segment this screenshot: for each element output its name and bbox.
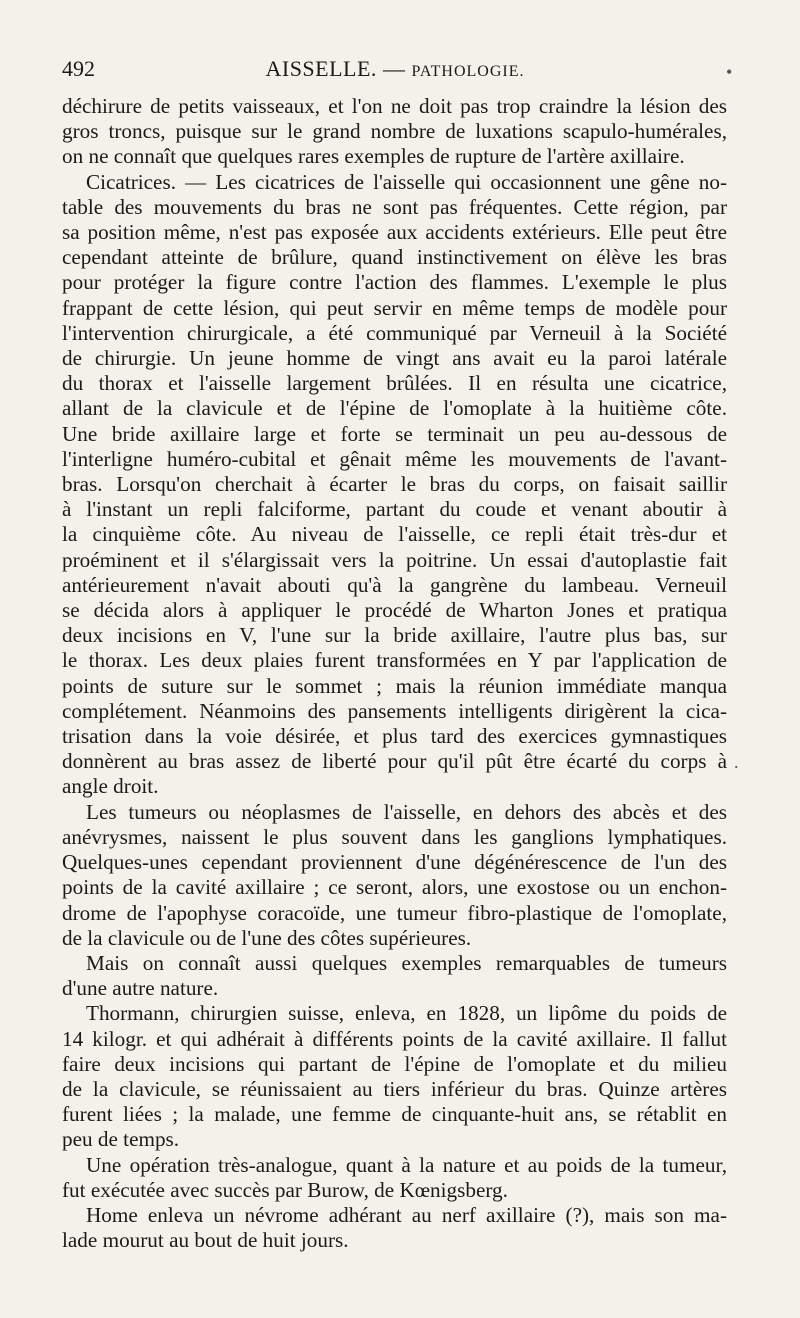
text-line: angle droit. bbox=[62, 774, 159, 799]
running-title-dash: — bbox=[382, 56, 406, 81]
text-line: Quelques-unes cependant proviennent d'une dégénérescence de l'un des bbox=[62, 850, 727, 875]
text-line: se décida alors à appliquer le procédé de Wharton Jones et pratiqua bbox=[62, 598, 727, 623]
text-line: trisation dans la voie désirée, et plus tard des exercices gymnastiques bbox=[62, 724, 727, 749]
page-number: 492 bbox=[62, 56, 95, 81]
text-line: peu de temps. bbox=[62, 1127, 180, 1152]
text-line: Les tumeurs ou néoplasmes de l'aisselle, en dehors des abcès et des bbox=[86, 799, 727, 824]
text-line: de la clavicule ou de l'une des côtes supérieures. bbox=[62, 925, 472, 950]
text-line: d'une autre nature. bbox=[62, 976, 219, 1001]
text-line: pour protéger la figure contre l'action des flammes. L'exemple le plus bbox=[62, 270, 727, 295]
text-line: fut exécutée avec succès par Burow, de Kœnigsberg. bbox=[62, 1177, 508, 1202]
text-line: Une opération très-analogue, quant à la nature et au poids de la tumeur, bbox=[86, 1152, 727, 1177]
text-line: deux incisions en V, l'une sur la bride axillaire, l'autre plus bas, sur bbox=[62, 623, 727, 648]
text-line: cependant atteinte de brûlure, quand instinctivement on élève les bras bbox=[62, 245, 727, 270]
text-line: l'interligne huméro-cubital et gênait même les mouvements de l'avant- bbox=[62, 446, 727, 471]
text-line: lade mourut au bout de huit jours. bbox=[62, 1228, 349, 1253]
text-line: points de la cavité axillaire ; ce seront, alors, une exostose ou un enchon- bbox=[62, 875, 727, 900]
text-line: Home enleva un névrome adhérant au nerf axillaire (?), mais son ma- bbox=[86, 1202, 727, 1227]
text-line: frappant de cette lésion, qui peut servir en même temps de modèle pour bbox=[62, 295, 727, 320]
text-line: du thorax et l'aisselle largement brûlées. Il en résulta une cicatrice, bbox=[62, 371, 727, 396]
body-text bbox=[62, 94, 727, 1253]
text-line: l'intervention chirurgicale, a été communiqué par Verneuil à la Société bbox=[62, 320, 727, 345]
text-line: on ne connaît que quelques rares exemples de rupture de l'artère axillaire. bbox=[62, 144, 685, 169]
text-line: le thorax. Les deux plaies furent transformées en Y par l'application de bbox=[62, 648, 727, 673]
text-line: Thormann, chirurgien suisse, enleva, en 1828, un lipôme du poids de bbox=[86, 1001, 727, 1026]
text-line: table des mouvements du bras ne sont pas fréquentes. Cette région, par bbox=[62, 194, 727, 219]
text-line: Une bride axillaire large et forte se terminait un peu au-dessous de bbox=[62, 421, 727, 446]
text-line: allant de la clavicule et de l'épine de l'omoplate à la huitième côte. bbox=[62, 396, 727, 421]
text-line: de la clavicule, se réunissaient au tiers inférieur du bras. Quinze artères bbox=[62, 1076, 727, 1101]
running-title bbox=[182, 56, 728, 82]
text-line: à l'instant un repli falciforme, partant du coude et venant aboutir à bbox=[62, 497, 727, 522]
text-line: donnèrent au bras assez de liberté pour qu'il pût être écarté du corps à bbox=[62, 749, 727, 774]
text-line: drome de l'apophyse coracoïde, une tumeur fibro-plastique de l'omoplate, bbox=[62, 900, 727, 925]
text-line: Mais on connaît aussi quelques exemples remarquables de tumeurs bbox=[86, 950, 727, 975]
margin-dot-right: . bbox=[734, 752, 739, 772]
text-line: bras. Lorsqu'on cherchait à écarter le bras du corps, on faisait saillir bbox=[62, 472, 727, 497]
text-line: points de suture sur le sommet ; mais la réunion immédiate manqua bbox=[62, 673, 727, 698]
page-header bbox=[62, 56, 728, 90]
running-title-sub: PATHOLOGIE. bbox=[411, 63, 525, 80]
text-line: de chirurgie. Un jeune homme de vingt ans avait eu la paroi latérale bbox=[62, 346, 727, 371]
text-line: complétement. Néanmoins des pansements intelligents dirigèrent la cica- bbox=[62, 698, 727, 723]
text-line: gros troncs, puisque sur le grand nombre de luxations scapulo-humérales, bbox=[62, 119, 727, 144]
text-line: proéminent et il s'élargissait vers la poitrine. Un essai d'autoplastie fait bbox=[62, 547, 727, 572]
text-line: antérieurement n'avait abouti qu'à la gangrène du lambeau. Verneuil bbox=[62, 572, 727, 597]
text-line: 14 kilogr. et qui adhérait à différents points de la cavité axillaire. Il fallut bbox=[62, 1026, 727, 1051]
text-line: anévrysmes, naissent le plus souvent dans les ganglions lymphatiques. bbox=[62, 824, 727, 849]
text-line: déchirure de petits vaisseaux, et l'on ne doit pas trop craindre la lésion des bbox=[62, 94, 727, 118]
running-title-main: AISSELLE. bbox=[265, 56, 377, 81]
text-line: furent liées ; la malade, une femme de cinquante-huit ans, se rétablit en bbox=[62, 1102, 727, 1127]
text-line: faire deux incisions qui partant de l'épine de l'omoplate et du milieu bbox=[62, 1051, 727, 1076]
text-line: la cinquième côte. Au niveau de l'aisselle, ce repli était très-dur et bbox=[62, 522, 727, 547]
text-line: Cicatrices. — Les cicatrices de l'aisselle qui occasionnent une gêne no- bbox=[86, 169, 727, 194]
text-line: sa position même, n'est pas exposée aux accidents extérieurs. Elle peut être bbox=[62, 220, 727, 245]
margin-dot-top: • bbox=[726, 62, 733, 82]
